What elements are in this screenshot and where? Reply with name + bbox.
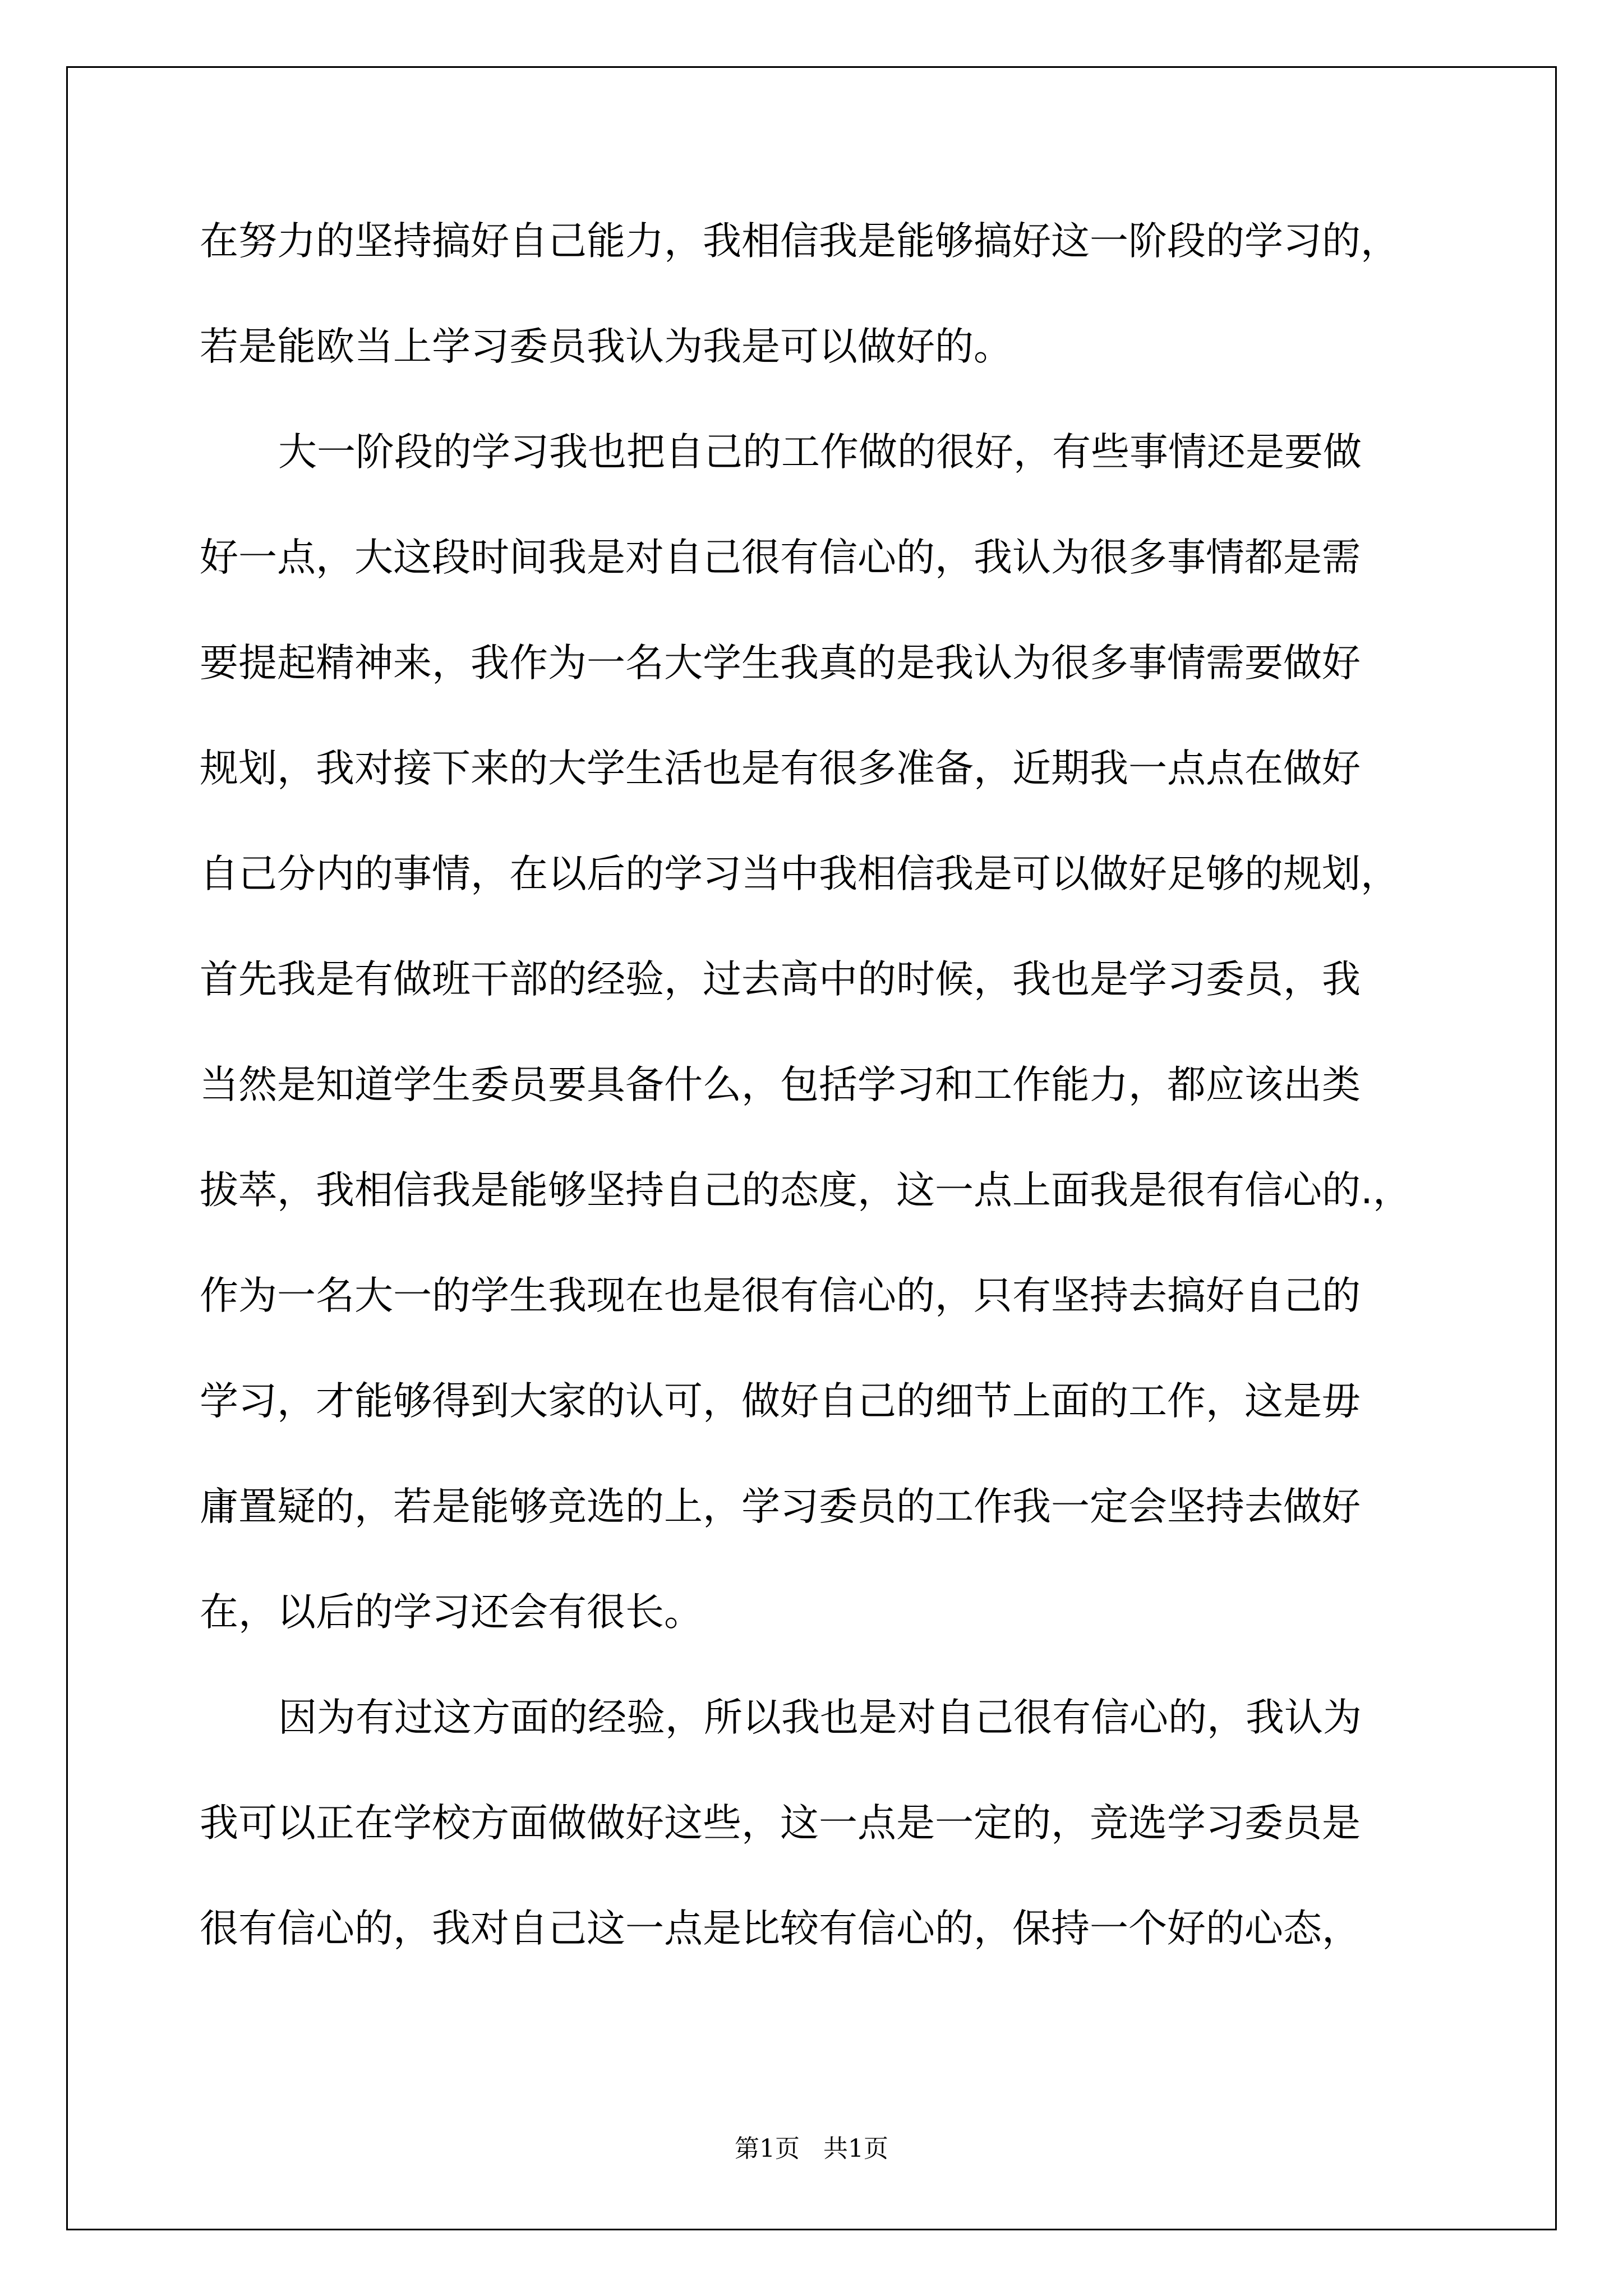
text-line: 规划，我对接下来的大学生活也是有很多准备，近期我一点点在做好 <box>200 746 1361 791</box>
text-line: 拔萃，我相信我是能够坚持自己的态度，这一点上面我是很有信心的.， <box>200 1168 1412 1213</box>
text-line: 很有信心的，我对自己这一点是比较有信心的，保持一个好的心态， <box>200 1906 1361 1951</box>
text-line: 好一点，大这段时间我是对自己很有信心的，我认为很多事情都是需 <box>200 535 1361 580</box>
text-line: 庸置疑的，若是能够竞选的上，学习委员的工作我一定会坚持去做好 <box>200 1484 1361 1529</box>
page-number-footer: 第1页 共1页 <box>735 2134 888 2163</box>
text-line: 当然是知道学生委员要具备什么，包括学习和工作能力，都应该出类 <box>200 1062 1361 1107</box>
text-line: 若是能欧当上学习委员我认为我是可以做好的。 <box>200 324 1012 369</box>
text-line: 我可以正在学校方面做做好这些，这一点是一定的，竞选学习委员是 <box>200 1801 1361 1846</box>
text-line: 要提起精神来，我作为一名大学生我真的是我认为很多事情需要做好 <box>200 641 1361 685</box>
text-line: 首先我是有做班干部的经验，过去高中的时候，我也是学习委员，我 <box>200 957 1361 1002</box>
text-line: 学习，才能够得到大家的认可，做好自己的细节上面的工作，这是毋 <box>200 1379 1361 1424</box>
text-line: 大一阶段的学习我也把自己的工作做的很好，有些事情还是要做 <box>278 430 1362 475</box>
text-line: 自己分内的事情，在以后的学习当中我相信我是可以做好足够的规划， <box>200 852 1399 896</box>
text-line: 在努力的坚持搞好自己能力，我相信我是能够搞好这一阶段的学习的， <box>200 219 1399 264</box>
document-body <box>200 219 1450 2012</box>
text-line: 因为有过这方面的经验，所以我也是对自己很有信心的，我认为 <box>278 1695 1362 1740</box>
text-line: 作为一名大一的学生我现在也是很有信心的，只有坚持去搞好自己的 <box>200 1273 1361 1318</box>
text-line: 在，以后的学习还会有很长。 <box>200 1590 703 1635</box>
